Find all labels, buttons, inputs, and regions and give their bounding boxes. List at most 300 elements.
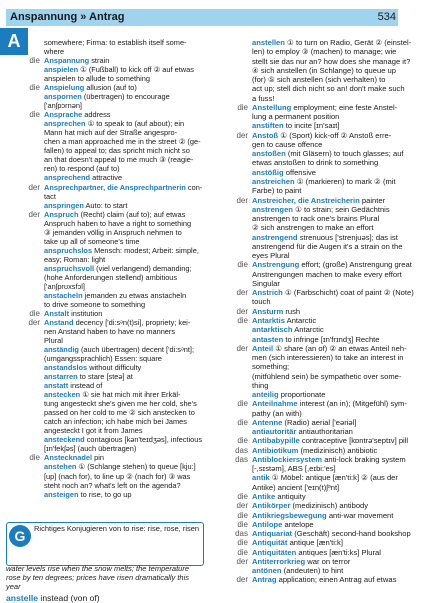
- definition-text: ① (Fußball) to kick off ② auf etwas: [80, 65, 194, 75]
- definition-text: (übertragen) to encourage: [83, 92, 170, 102]
- dictionary-line: [214, 344, 418, 353]
- definition-text: effort; (große) Anstrengung great: [301, 260, 412, 270]
- definition-text: jemanden zu etwas anstacheln: [84, 290, 187, 300]
- definition-text: take up all of someone's time: [44, 236, 140, 246]
- dictionary-line: [214, 242, 418, 251]
- article: der: [236, 501, 248, 511]
- headword: Antibiotikum: [252, 445, 299, 455]
- dictionary-line: [214, 538, 418, 547]
- headword: anstandslos: [44, 363, 88, 373]
- definition-text: to infringe [ɪn'frɪndʒ] Rechte: [285, 334, 380, 344]
- headword: anspringen: [44, 200, 84, 210]
- article: die: [29, 83, 40, 93]
- dictionary-line: [6, 101, 206, 110]
- definition-text: Farbe) to paint: [252, 186, 302, 196]
- definition-text: thing: [252, 380, 269, 390]
- article: der: [236, 288, 248, 298]
- definition-text: Singular: [252, 278, 280, 288]
- dictionary-line: [214, 131, 418, 140]
- dictionary-line: [6, 137, 206, 146]
- definition-text: an that doesn't appeal to me much ③ (reagie-: [44, 155, 194, 165]
- definition-text: fallen) to appeal to; das spricht mich nicht so: [44, 146, 190, 156]
- dictionary-line: [214, 205, 418, 214]
- headword: ansprechen: [44, 119, 86, 129]
- article: das: [235, 445, 248, 455]
- dictionary-line: [214, 557, 418, 566]
- definition-text: (medizinisch) antibody: [292, 501, 369, 511]
- dictionary-line: [214, 233, 418, 242]
- dictionary-line: [6, 47, 206, 56]
- dictionary-line: [6, 74, 206, 83]
- definition-text: antiquity: [277, 492, 306, 502]
- grammar-note: [6, 522, 204, 566]
- definition-text: stellt sie das nur an? how does she manage it?: [252, 56, 411, 66]
- dictionary-line: [214, 186, 418, 195]
- dictionary-line: [6, 291, 206, 300]
- article: die: [237, 436, 248, 446]
- definition-text: ① Möbel: antique [æn'ti:k] ② (aus der: [271, 473, 398, 483]
- definition-text: steht noch an? what's left on the agenda?: [44, 480, 181, 490]
- definition-text: angesteckt I got it from James: [44, 426, 143, 436]
- definition-text: anstrengend für die Augen it's a strain on the: [252, 241, 403, 251]
- dictionary-line: [6, 336, 206, 345]
- article: die: [29, 308, 40, 318]
- definition-text: ③ jemanden völlig in Anspruch nehmen to: [44, 227, 182, 237]
- article: die: [237, 538, 248, 548]
- headword: anspornen: [44, 92, 82, 102]
- article: die: [237, 399, 248, 409]
- right-column: [214, 38, 418, 585]
- dictionary-line: [6, 128, 206, 137]
- definition-text: act up; stell dich nicht so an! don't make such: [252, 84, 405, 94]
- definition-text: (Geschäft) second-hand bookshop: [294, 529, 411, 539]
- definition-text: ① share (an of) ② an etwas Anteil neh-: [275, 343, 407, 353]
- definition-text: ren) to respond (auf to): [44, 164, 120, 174]
- grammar-examples: water levels rise when the snow melts; the temperature rose by ten degrees; prices have risen dramatically this year: [6, 564, 190, 591]
- page-number: 534: [377, 11, 396, 23]
- headword: Antike: [252, 492, 276, 502]
- headword: anständig: [44, 345, 79, 355]
- headword: Antikriegsbewegung: [252, 510, 327, 520]
- definition-text: con-: [187, 182, 203, 192]
- definition-text: application; einen Antrag auf etwas: [278, 575, 397, 585]
- dictionary-line: [6, 444, 206, 453]
- dictionary-line: [6, 255, 206, 264]
- dictionary-line: [214, 520, 418, 529]
- dictionary-line: [214, 260, 418, 269]
- headword: Anstrich: [252, 288, 283, 298]
- dictionary-line: [214, 464, 418, 473]
- dictionary-line: [214, 84, 418, 93]
- definition-text: to incite [ɪn'saɪt]: [285, 121, 340, 131]
- definition-text: anti-lock braking system: [324, 454, 406, 464]
- headword: Antilope: [252, 519, 283, 529]
- headword: Anstalt: [44, 308, 70, 318]
- headword: antiautoritär: [252, 427, 297, 437]
- dictionary-line: [6, 363, 206, 372]
- page-header: [0, 0, 423, 30]
- definition-text: strenuous ['strenjuəs]; das ist: [299, 232, 398, 242]
- definition-text: pin: [94, 453, 104, 463]
- headword: Antiquität: [252, 538, 288, 548]
- definition-text: passed on her cold to me ② sich anstecken to: [44, 408, 195, 418]
- definition-text: Mann hat mich auf der Straße angespro-: [44, 128, 178, 138]
- dictionary-line: [214, 483, 418, 492]
- headword: antasten: [252, 334, 284, 344]
- dictionary-line: [6, 210, 206, 219]
- dictionary-line: [6, 219, 206, 228]
- definition-text: antelope: [284, 519, 314, 529]
- definition-text: ① (markieren) to mark ② (mit: [296, 176, 396, 186]
- dictionary-line: [214, 57, 418, 66]
- headword: Anteilnahme: [252, 399, 298, 409]
- article: der: [236, 556, 248, 566]
- headword: antarktisch: [252, 325, 293, 335]
- definition-text: decency ['di:sᵊn(t)si], propriety; kei-: [75, 317, 191, 327]
- dictionary-line: [214, 529, 418, 538]
- definition-text: ① (Sport) kick-off ② Anstoß erre-: [280, 130, 392, 140]
- definition-text: (for) ⑤ sich anstellen (sich verhalten) to: [252, 75, 386, 85]
- article: die: [237, 260, 248, 270]
- dictionary-line: [214, 177, 418, 186]
- dictionary-line: [6, 56, 206, 65]
- dictionary-line: [6, 327, 206, 336]
- definition-text: to stare [steə] at: [79, 372, 133, 382]
- article: die: [237, 510, 248, 520]
- dictionary-line: [6, 192, 206, 201]
- dictionary-line: [6, 381, 206, 390]
- headword: Antiquariat: [252, 529, 293, 539]
- dictionary-line: [214, 575, 418, 584]
- definition-text: Plural: [44, 336, 63, 346]
- definition-text: eyes Plural: [252, 251, 290, 261]
- dictionary-line: [214, 307, 418, 316]
- definition-text: Antike) ancient ['eɪn(t)ʃᵊnt]: [252, 482, 340, 492]
- definition-text: attractive: [92, 173, 123, 183]
- definition-text: (medizinisch) antibiotic: [300, 445, 378, 455]
- definition-text: (viel verlangend) demanding;: [96, 263, 192, 273]
- article: die: [29, 110, 40, 120]
- definition-text: institution: [71, 308, 103, 318]
- definition-text: [up] (nach for), to line up ② (nach for) ③ was: [44, 471, 191, 481]
- headword: Anstoß: [252, 130, 279, 140]
- dictionary-line: [6, 92, 206, 101]
- definition-text: antiauthoritarian: [298, 427, 353, 437]
- headword: Anspielung: [44, 83, 85, 93]
- headword: Anspannung: [44, 56, 90, 66]
- headword: Antarktis: [252, 315, 285, 325]
- headword: anstrengend: [252, 232, 298, 242]
- definition-text: nen Anstand haben to have no manners: [44, 327, 176, 336]
- dictionary-line: [6, 119, 206, 128]
- definition-text: to drive someone to something: [44, 299, 146, 309]
- definition-text: pathy (an with): [252, 408, 302, 418]
- definition: instead (von of): [40, 593, 100, 603]
- definition-text: ① to turn on Radio, Gerät ② (einstel-: [287, 38, 412, 47]
- dictionary-line: [6, 183, 206, 192]
- headword: Anstecknadel: [44, 453, 93, 463]
- article: die: [29, 453, 40, 463]
- headword: anstatt: [44, 381, 69, 391]
- dictionary-line: [214, 418, 418, 427]
- headword: anstößig: [252, 167, 284, 177]
- definition-text: allusion (auf to): [86, 83, 137, 93]
- definition-text: (mitfühlend sein) be sympathetic over some-: [252, 371, 402, 381]
- letter-tab: A: [0, 28, 28, 55]
- headword: anstoßen: [252, 149, 286, 159]
- definition-text: interest (an in); (Mitgefühl) sym-: [299, 399, 407, 409]
- headword: Anstand: [44, 317, 74, 327]
- definition-text: anti-war movement: [328, 510, 394, 520]
- definition-text: a fuss!: [252, 93, 275, 103]
- headword: ansprechend: [44, 173, 91, 183]
- dictionary-line: [214, 473, 418, 482]
- definition-text: etwas anstoßen to drink to something: [252, 158, 379, 168]
- definition-text: easy; Roman: light: [44, 254, 106, 264]
- dictionary-line: [214, 121, 418, 130]
- dictionary-line: [6, 426, 206, 435]
- definition-text: Antarctic: [294, 325, 324, 335]
- definition-text: antiques [æn'ti:ks] Plural: [298, 547, 381, 557]
- definition-text: men (sich interessieren) to take an interest in something;: [252, 353, 404, 372]
- definition-text: ['anʃprʊxsfɔl]: [44, 281, 85, 291]
- definition-text: (hohe Anforderungen stellend) ambitious: [44, 272, 178, 282]
- definition-text: tact: [44, 191, 56, 201]
- dictionary-line: [6, 490, 206, 499]
- dictionary-line: [214, 270, 418, 279]
- headword: Antiquitäten: [252, 547, 297, 557]
- dictionary-line: [214, 140, 418, 149]
- dictionary-line: [6, 481, 206, 490]
- definition-text: address: [84, 110, 111, 120]
- definition-text: painter: [361, 195, 386, 205]
- definition-text: rush: [285, 306, 301, 316]
- dictionary-line: [214, 390, 418, 399]
- definition-text: instead of: [70, 381, 103, 391]
- headword: antönen: [252, 566, 282, 576]
- definition-text: ① (Farbschicht) coat of paint ② (Note): [284, 288, 414, 298]
- dictionary-line: [6, 65, 206, 74]
- dictionary-line: [214, 399, 418, 408]
- article: der: [28, 209, 40, 219]
- definition-text: Anspruch haben to have a right to something: [44, 218, 192, 228]
- dictionary-line: [214, 47, 418, 56]
- definition-text: antique [æn'ti:k]: [289, 538, 343, 548]
- entry-anstelle: [6, 593, 100, 603]
- definition-text: (mit Gläsern) to touch glasses; auf: [287, 149, 404, 159]
- dictionary-line: [214, 288, 418, 297]
- dictionary-line: [6, 38, 206, 47]
- headword: anstreichen: [252, 176, 295, 186]
- headword: Anstellung: [252, 102, 292, 112]
- dictionary-line: [6, 83, 206, 92]
- dictionary-line: [214, 94, 418, 103]
- headword: anstacheln: [44, 290, 83, 300]
- definition-text: ② sich anstrengen to make an effort: [252, 223, 374, 233]
- dictionary-line: [6, 282, 206, 291]
- article: das: [235, 454, 248, 464]
- definition-text: ① to speak to (auf about); ein: [87, 119, 185, 129]
- article: der: [236, 130, 248, 140]
- article: die: [237, 315, 248, 325]
- dictionary-line: [6, 246, 206, 255]
- headword: Antiblockiersystem: [252, 454, 323, 464]
- article: die: [237, 492, 248, 502]
- definition-text: Auto: to start: [85, 200, 128, 210]
- definition-text: offensive: [285, 167, 317, 177]
- dictionary-line: [6, 435, 206, 444]
- headword: anspielen: [44, 65, 79, 75]
- dictionary-line: [214, 66, 418, 75]
- headword: Antikörper: [252, 501, 291, 511]
- headword: anstellen: [252, 38, 285, 47]
- grammar-icon: G: [9, 525, 31, 547]
- dictionary-line: [214, 214, 418, 223]
- dictionary-line: [6, 345, 206, 354]
- headword: Antibabypille: [252, 436, 300, 446]
- running-head: Anspannung » Antrag: [10, 11, 125, 23]
- definition-text: ① (Schlange stehen) to queue [kju:]: [78, 462, 196, 472]
- dictionary-line: [6, 201, 206, 210]
- dictionary-line: [6, 173, 206, 182]
- dictionary-line: [214, 372, 418, 381]
- article: der: [28, 182, 40, 192]
- definition-text: Anstrengungen machen to make every effort: [252, 269, 402, 279]
- definition-text: len) to employ ③ (machen) to manage; wie: [252, 47, 397, 57]
- definition-text: Mensch: modest; Arbeit: simple,: [94, 245, 199, 255]
- article: das: [235, 529, 248, 539]
- dictionary-line: [6, 164, 206, 173]
- dictionary-line: [214, 158, 418, 167]
- article: die: [237, 102, 248, 112]
- definition-text: ① sie hat mich mit ihrer Erkäl-: [82, 390, 181, 400]
- headword: anstehen: [44, 462, 77, 472]
- definition-text: gen to cause offence: [252, 139, 323, 149]
- definition-text: contagious [kən'teɪdʒəs], infectious: [86, 435, 203, 445]
- dictionary-line: [6, 237, 206, 246]
- dictionary-line: [6, 462, 206, 471]
- definition-text: to rise, to go up: [80, 489, 132, 499]
- dictionary-line: [214, 566, 418, 575]
- definition-text: without difficulty: [89, 363, 142, 373]
- dictionary-line: [6, 417, 206, 426]
- dictionary-line: [214, 335, 418, 344]
- dictionary-line: [6, 110, 206, 119]
- article: der: [236, 306, 248, 316]
- definition-text: (auch übertragen) decent ['di:sᵊnt];: [80, 345, 194, 355]
- definition-text: employment; eine feste Anstel-: [293, 102, 398, 112]
- headword: Ansprache: [44, 110, 83, 120]
- headword: anstarren: [44, 372, 78, 382]
- dictionary-line: [214, 196, 418, 205]
- dictionary-line: [214, 279, 418, 288]
- left-column: [6, 38, 206, 499]
- article: die: [29, 56, 40, 66]
- article: die: [237, 547, 248, 557]
- dictionary-line: [214, 409, 418, 418]
- definition-text: (Radio) aerial ['eəriəl]: [284, 417, 357, 427]
- dictionary-line: [214, 427, 418, 436]
- dictionary-line: [214, 381, 418, 390]
- definition-text: ① to strain; sein Gedächtnis: [295, 204, 390, 214]
- dictionary-line: [6, 300, 206, 309]
- dictionary-line: [214, 297, 418, 306]
- definition-text: where: [44, 47, 65, 57]
- headword: Anstrengung: [252, 260, 300, 270]
- article: der: [28, 317, 40, 327]
- definition-text: chen a man approached me in the street ② (ge-: [44, 137, 201, 147]
- dictionary-line: [214, 353, 418, 372]
- headword: Ansturm: [252, 306, 284, 316]
- grammar-note-text: Richtiges Konjugieren von to rise: rise, rose, risen: [34, 524, 200, 533]
- dictionary-line: [214, 251, 418, 260]
- definition-text: [-,sɪstəm], ABS [,eɪbi:'es]: [252, 464, 336, 474]
- dictionary-line: [214, 511, 418, 520]
- definition-text: tung angesteckt she's given me her cold, she's: [44, 399, 197, 409]
- headword: Anstreicher, die Anstreicherin: [252, 195, 360, 205]
- headword: anteilig: [252, 390, 279, 400]
- definition-text: lung a permanent position: [252, 112, 340, 122]
- dictionary-line: [214, 75, 418, 84]
- dictionary-line: [6, 408, 206, 417]
- article: der: [236, 575, 248, 585]
- dictionary-line: [6, 273, 206, 282]
- headword: anstelle: [6, 593, 39, 603]
- article: die: [237, 417, 248, 427]
- definition-text: war on terror: [307, 556, 351, 566]
- headword: Antrag: [252, 575, 277, 585]
- dictionary-line: [6, 372, 206, 381]
- article: der: [236, 195, 248, 205]
- dictionary-line: [6, 318, 206, 327]
- headword: Antiterrorkrieg: [252, 556, 306, 566]
- definition-text: Antarctic: [286, 315, 317, 325]
- dictionary-line: [214, 446, 418, 455]
- definition-text: ['anʃpɔrnən]: [44, 101, 82, 111]
- dictionary-line: [6, 354, 206, 363]
- dictionary-line: [214, 316, 418, 325]
- headword: anspruchsvoll: [44, 263, 95, 273]
- article: die: [237, 519, 248, 529]
- dictionary-line: [6, 472, 206, 481]
- dictionary-line: [214, 223, 418, 232]
- headword: anstecken: [44, 390, 81, 400]
- dictionary-line: [214, 548, 418, 557]
- definition-text: (Recht) claim (auf to); auf etwas: [80, 209, 186, 219]
- dictionary-line: [214, 103, 418, 112]
- headword: Anteil: [252, 343, 274, 353]
- definition-text: contraceptive [kɒntrə'septɪv] pill: [301, 436, 409, 446]
- dictionary-line: [214, 492, 418, 501]
- dictionary-line: [6, 264, 206, 273]
- definition-text: proportionate: [280, 390, 326, 400]
- dictionary-line: [6, 453, 206, 462]
- dictionary-line: [214, 38, 418, 47]
- headword: ansteigen: [44, 489, 79, 499]
- dictionary-line: [214, 168, 418, 177]
- dictionary-line: [6, 155, 206, 164]
- dictionary-line: [6, 146, 206, 155]
- dictionary-line: [214, 455, 418, 464]
- definition-text: catch an infection; ich habe mich bei James: [44, 417, 187, 427]
- dictionary-line: [214, 325, 418, 334]
- definition-text: somewhere; Firma: to establish itself some-: [44, 38, 187, 47]
- headword: Anspruch: [44, 209, 79, 219]
- definition-text: ④ sich anstellen (in Schlange) to queue up: [252, 65, 397, 75]
- dictionary-line: [214, 436, 418, 445]
- headword: antik: [252, 473, 270, 483]
- headword: Ansprechpartner, die Ansprechpartnerin: [44, 182, 186, 192]
